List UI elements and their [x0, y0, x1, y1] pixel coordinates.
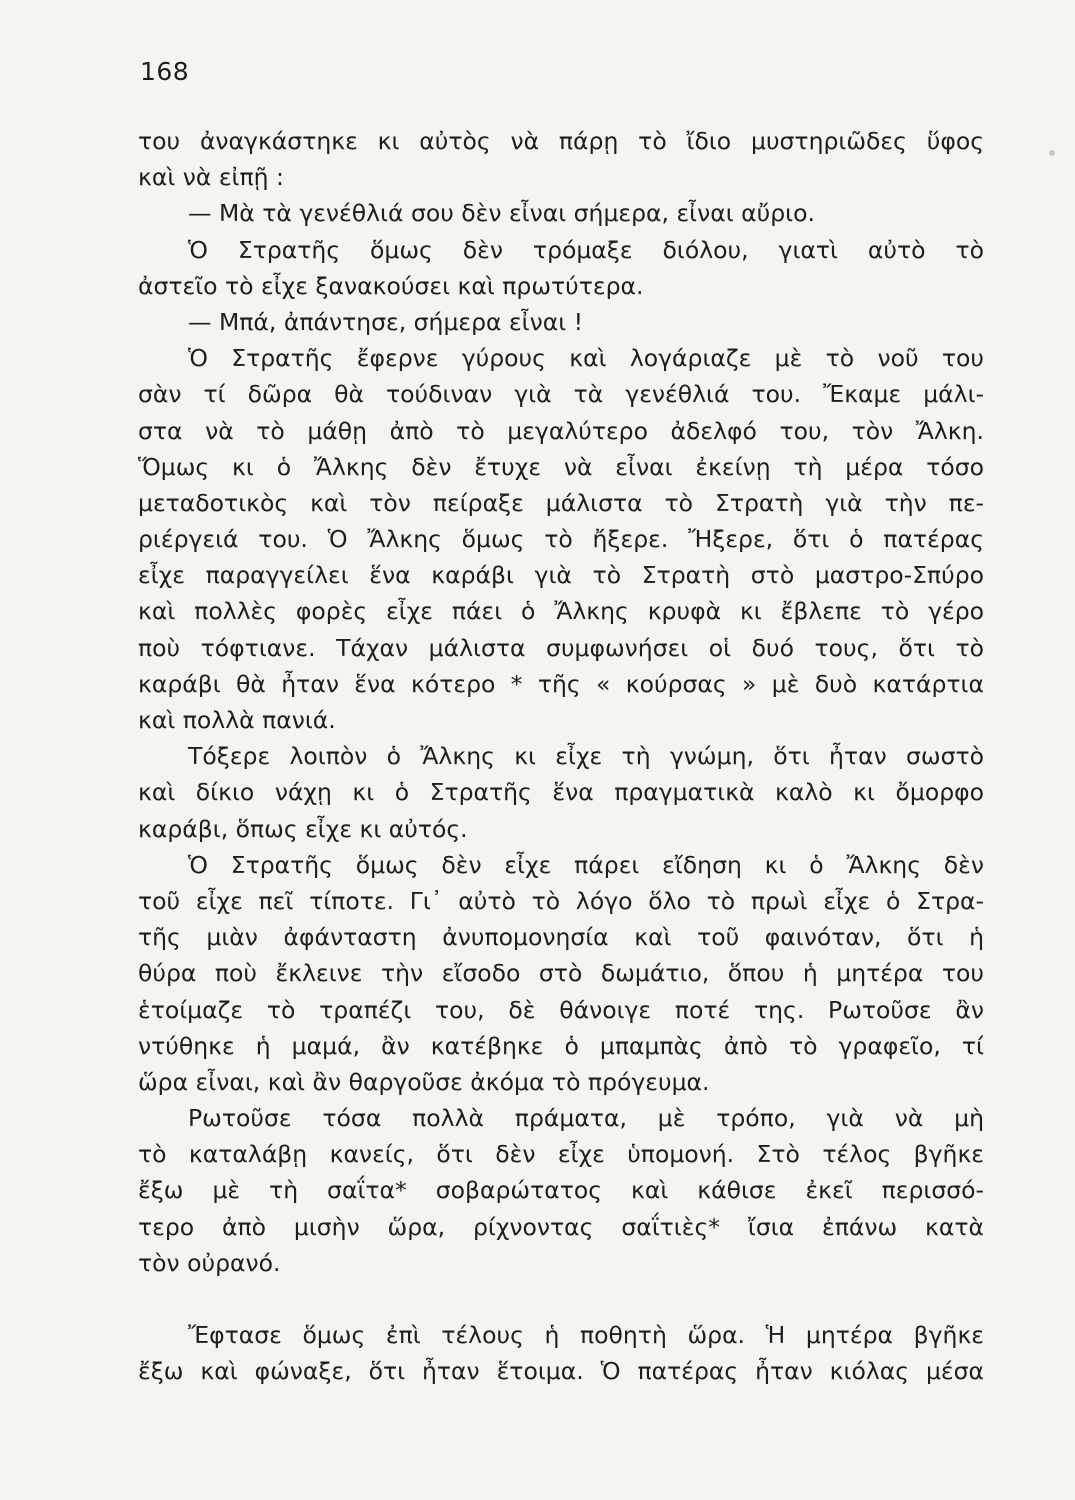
text-line: ἑτοίμαζε τὸ τραπέζι του, δὲ θάνοιγε ποτέ της. Ρωτοῦσε ἂν — [138, 995, 984, 1024]
text-line: Τόξερε λοιπὸν ὁ Ἄλκης κι εἶχε τὴ γνώμη, ὅτι ἦταν σωστὸ — [188, 742, 984, 771]
body-text — [138, 123, 984, 1389]
text-line: μεταδοτικὸς καὶ τὸν πείραξε μάλιστα τὸ Στρατὴ γιὰ τὴν πε- — [138, 488, 984, 517]
text-line: ἔξω μὲ τὴ σαΐτα* σοβαρώτατος καὶ κάθισε ἐκεῖ περισσό- — [138, 1176, 984, 1205]
text-line: Ρωτοῦσε τόσα πολλὰ πράματα, μὲ τρόπο, γιὰ νὰ μὴ — [188, 1104, 984, 1133]
text-line: ὥρα εἶναι, καὶ ἂν θαργοῦσε ἀκόμα τὸ πρόγευμα. — [138, 1067, 710, 1096]
text-line: ντύθηκε ἡ μαμά, ἂν κατέβηκε ὁ μπαμπὰς ἀπὸ τὸ γραφεῖο, τί — [138, 1031, 984, 1060]
text-line: Ἔφτασε ὅμως ἐπὶ τέλους ἡ ποθητὴ ὥρα. Ἡ μητέρα βγῆκε — [188, 1321, 984, 1349]
text-line: στα νὰ τὸ μάθῃ ἀπὸ τὸ μεγαλύτερο ἀδελφό του, τὸν Ἄλκη. — [138, 416, 984, 445]
text-line: τὸ καταλάβῃ κανείς, ὅτι δὲν εἶχε ὑπομονή. Στὸ τέλος βγῆκε — [138, 1140, 984, 1169]
text-line: — Μὰ τὰ γενέθλιά σου δὲν εἶναι σήμερα, εἶναι αὔριο. — [188, 199, 815, 228]
text-line: τοῦ εἶχε πεῖ τίποτε. Γι᾽ αὐτὸ τὸ λόγο ὅλο τὸ πρωὶ εἶχε ὁ Στρα- — [138, 886, 984, 915]
text-line: καὶ νὰ εἰπῇ : — [138, 163, 284, 192]
paper-speck — [1049, 150, 1055, 156]
text-line: Ὁ Στρατῆς ὅμως δὲν εἶχε πάρει εἴδηση κι ὁ Ἄλκης δὲν — [188, 850, 984, 879]
text-line: ἔξω καὶ φώναξε, ὅτι ἦταν ἕτοιμα. Ὁ πατέρας ἦταν κιόλας μέσα — [138, 1357, 984, 1386]
text-line: Ὁ Στρατῆς ἔφερνε γύρους καὶ λογάριαζε μὲ τὸ νοῦ του — [188, 344, 984, 373]
text-line: καράβι, ὅπως εἶχε κι αὐτός. — [138, 814, 468, 843]
text-line: — Μπά, ἀπάντησε, σήμερα εἶναι ! — [188, 307, 584, 336]
page-number: 168 — [140, 57, 190, 86]
text-line: τὸν οὐρανό. — [138, 1248, 281, 1277]
text-line: καράβι θὰ ἦταν ἕνα κότερο * τῆς « κούρσας » μὲ δυὸ κατάρτια — [138, 669, 984, 698]
text-line: θύρα ποὺ ἔκλεινε τὴν εἴσοδο στὸ δωμάτιο, ὅπου ἡ μητέρα του — [138, 959, 984, 988]
text-line: ἀστεῖο τὸ εἶχε ξανακούσει καὶ πρωτύτερα. — [138, 271, 644, 300]
text-line: καὶ πολλὲς φορὲς εἶχε πάει ὁ Ἄλκης κρυφὰ κι ἔβλεπε τὸ γέρο — [138, 597, 984, 626]
text-line: καὶ δίκιο νάχῃ κι ὁ Στρατῆς ἕνα πραγματικὰ καλὸ κι ὄμορφο — [138, 778, 984, 807]
text-line: καὶ πολλὰ πανιά. — [138, 706, 336, 734]
text-line: τερο ἀπὸ μισὴν ὥρα, ρίχνοντας σαΐτιὲς* ἴσια ἐπάνω κατὰ — [138, 1212, 984, 1241]
text-line: του ἀναγκάστηκε κι αὐτὸς νὰ πάρῃ τὸ ἴδιο μυστηριῶδες ὕφος — [138, 127, 984, 155]
text-line: Ὁ Στρατῆς ὅμως δὲν τρόμαξε διόλου, γιατὶ αὐτὸ τὸ — [188, 235, 984, 264]
text-line: ριέργειά του. Ὁ Ἄλκης ὅμως τὸ ἤξερε. Ἤξερε, ὅτι ὁ πατέρας — [138, 525, 984, 554]
text-line: τῆς μιὰν ἀφάνταστη ἀνυπομονησία καὶ τοῦ φαινόταν, ὅτι ἡ — [138, 923, 984, 952]
text-line: σὰν τί δῶρα θὰ τούδιναν γιὰ τὰ γενέθλιά του. Ἔκαμε μάλι- — [138, 380, 984, 409]
text-line: Ὅμως κι ὁ Ἄλκης δὲν ἔτυχε νὰ εἶναι ἐκείνῃ τὴ μέρα τόσο — [138, 452, 984, 481]
text-line: εἶχε παραγγείλει ἕνα καράβι γιὰ τὸ Στρατὴ στὸ μαστρο-Σπύρο — [138, 561, 984, 590]
text-line: ποὺ τόφτιανε. Τάχαν μάλιστα συμφωνήσει οἱ δυό τους, ὅτι τὸ — [138, 633, 984, 662]
